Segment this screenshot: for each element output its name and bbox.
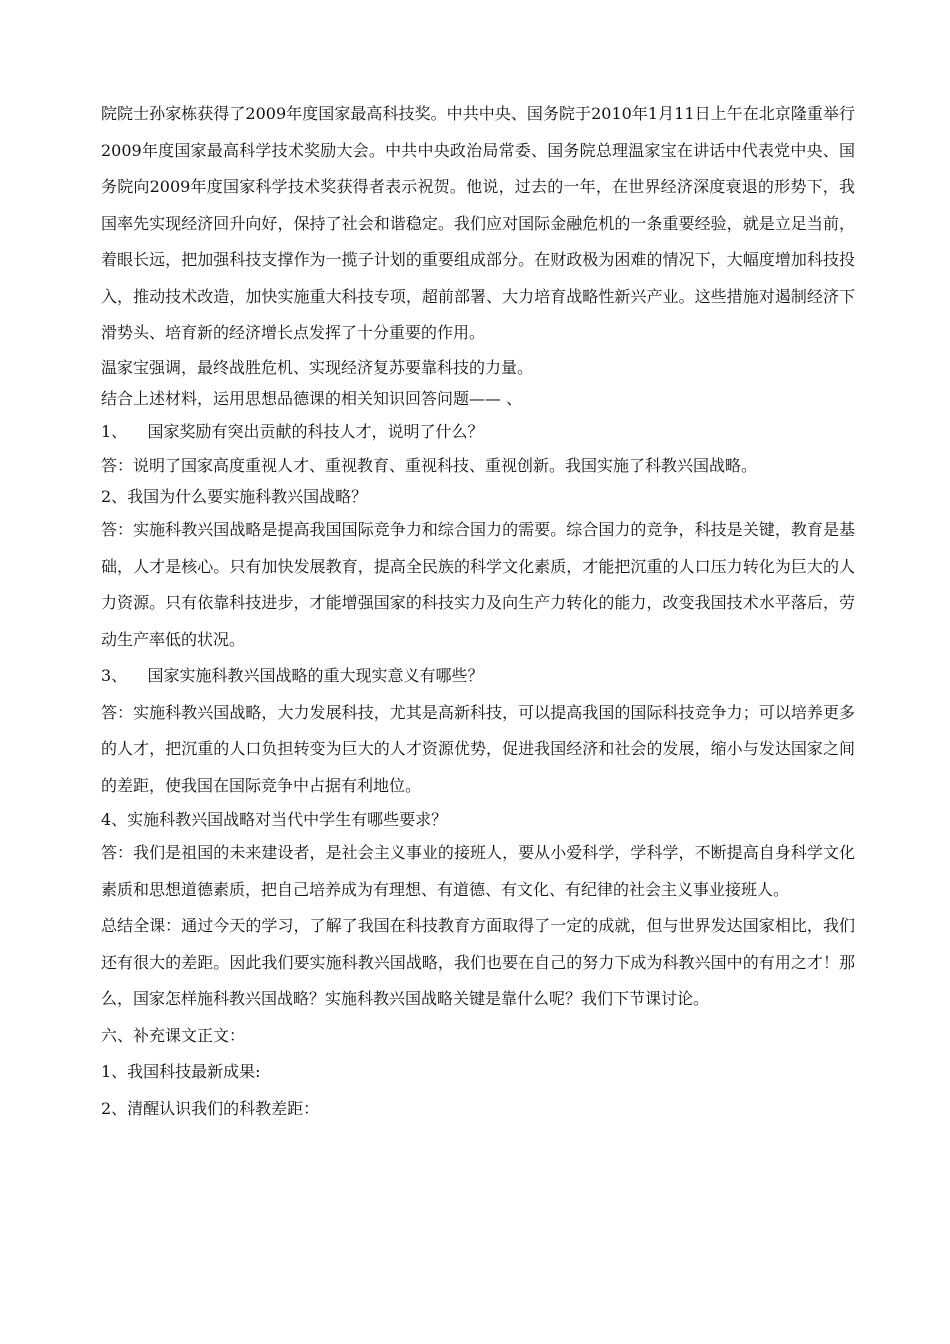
question-4: 4、实施科教兴国战略对当代中学生有哪些要求？ xyxy=(101,810,448,829)
paragraph-wen-emphasis: 温家宝强调，最终战胜危机、实现经济复苏要靠科技的力量。 xyxy=(101,357,534,377)
question-1: 1、 国家奖励有突出贡献的科技人才，说明了什么？ xyxy=(101,421,484,441)
question-3: 3、 国家实施科教兴国战略的重大现实意义有哪些？ xyxy=(101,666,484,685)
question-2: 2、我国为什么要实施科教兴国战略？ xyxy=(101,487,368,506)
paragraph-question-prompt: 结合上述材料，运用思想品德课的相关知识回答问题—— 、 xyxy=(101,388,523,408)
section-6-heading: 六、补充课文正文： xyxy=(101,1025,246,1045)
document-body xyxy=(101,96,855,1127)
paragraph-intro: 院院士孙家栋获得了2009年度国家最高科技奖。中共中央、国务院于2010年1月11日上午在北京隆重举行2009年度国家最高科学技术奖励大会。中共中央政治局常委、国务院总理温家宝在讲话中代表党中央、国务院向2009年度国家科学技术奖获得者表示祝贺。他说，过去的一年，在世界经济深度衰退的形势下，我国率先实现经济回升向好，保持了社会和谐稳定。我们应对国际金融危机的一条重要经验，就是立足当前，着眼长远，把加强科技支撑作为一揽子计划的重要组成部分。在财政极为困难的情况下，大幅度增加科技投入，推动技术改造，加快实施重大科技专项，超前部署、大力培育战略性新兴产业。这些措施对遏制经济下滑势头、培育新的经济增长点发挥了十分重要的作用。 xyxy=(101,104,855,342)
answer-1: 答：说明了国家高度重视人才、重视教育、重视科技、重视创新。我国实施了科教兴国战略。 xyxy=(101,456,758,475)
lesson-summary: 总结全课：通过今天的学习，了解了我国在科技教育方面取得了一定的成就，但与世界发达国家相比，我们还有很大的差距。因此我们要实施科教兴国战略，我们也要在自己的努力下成为科教兴国中的有用之才！那么，国家怎样施科教兴国战略？实施科教兴国战略关键是靠什么呢？我们下节课讨论。 xyxy=(101,916,855,1008)
answer-4: 答：我们是祖国的未来建设者，是社会主义事业的接班人，要从小爱科学，学科学，不断提高自身科学文化素质和思想道德素质，把自己培养成为有理想、有道德、有文化、有纪律的社会主义事业接班人。 xyxy=(101,843,855,899)
section-6-item-1: 1、我国科技最新成果: xyxy=(101,1062,261,1081)
answer-3: 答：实施科教兴国战略，大力发展科技，尤其是高新科技，可以提高我国的国际科技竞争力；可以培养更多的人才，把沉重的人口负担转变为巨大的人才资源优势，促进我国经济和社会的发展，缩小与发达国家之间的差距，使我国在国际竞争中占据有利地位。 xyxy=(101,702,855,795)
section-6-item-2: 2、清醒认识我们的科教差距： xyxy=(101,1098,320,1118)
answer-2: 答：实施科教兴国战略是提高我国国际竞争力和综合国力的需要。综合国力的竞争，科技是关键，教育是基础，人才是核心。只有加快发展教育，提高全民族的科学文化素质，才能把沉重的人口压力转化为巨大的人力资源。只有依靠科技进步，才能增强国家的科技实力及向生产力转化的能力，改变我国技术水平落后，劳动生产率低的状况。 xyxy=(101,520,855,649)
